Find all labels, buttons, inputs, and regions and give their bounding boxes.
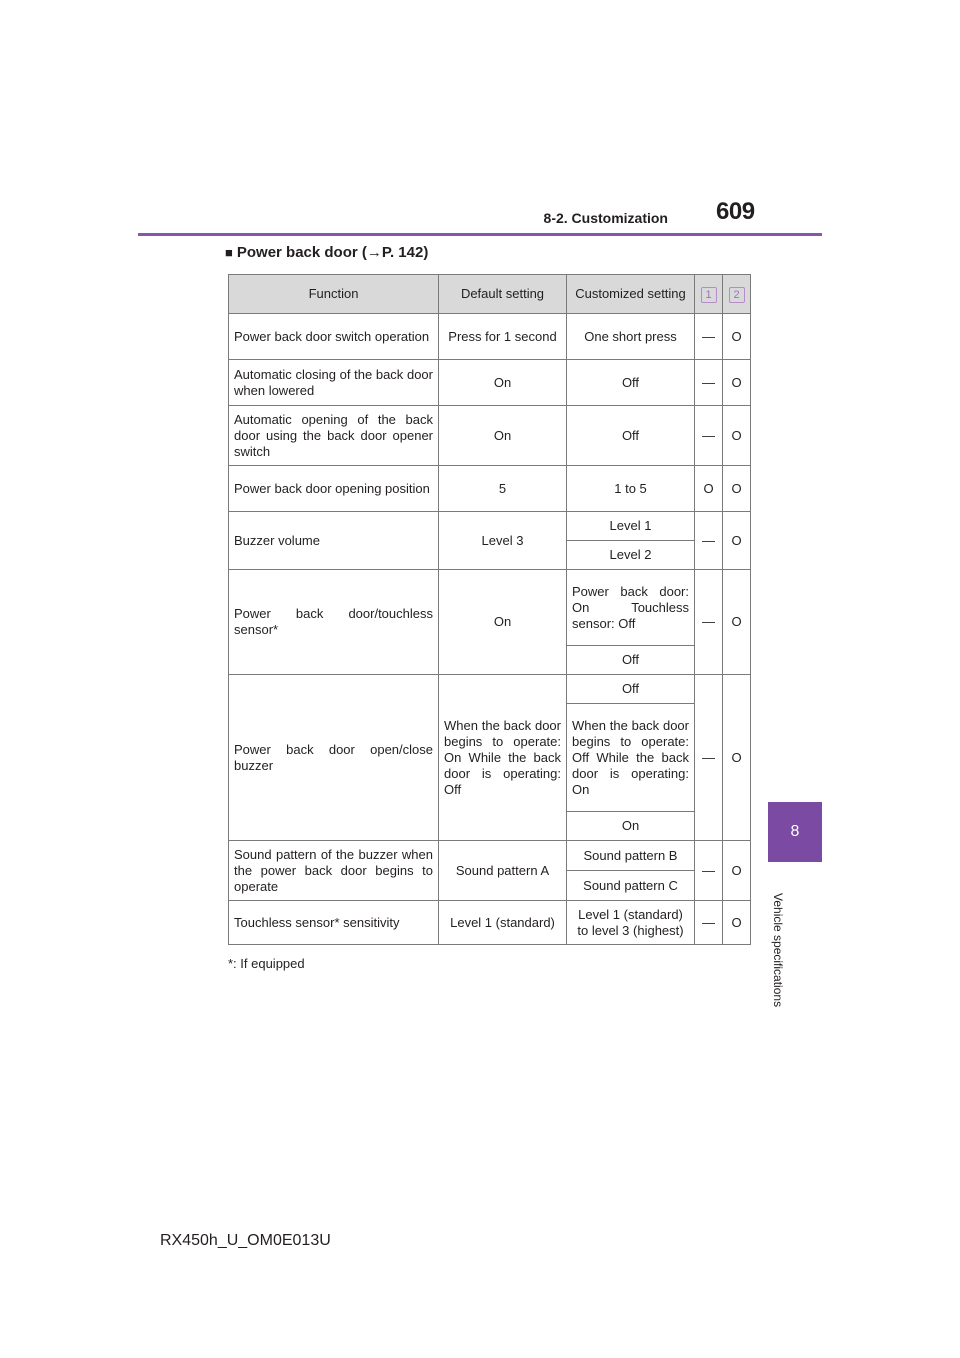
custom-cell: Off (567, 675, 695, 704)
square-bullet-icon: ■ (225, 245, 233, 260)
custom-cell: Off (567, 360, 695, 406)
table-row (229, 675, 751, 704)
default-cell: On (439, 406, 567, 466)
chapter-tab[interactable] (768, 802, 822, 862)
column-header-function: Function (229, 275, 439, 314)
function-cell: Automatic opening of the back door using the back door opener switch (229, 406, 439, 466)
col1-cell: — (695, 406, 723, 466)
col2-cell: O (723, 512, 751, 570)
table-row (229, 314, 751, 360)
chapter-number: 8 (790, 823, 800, 840)
custom-cell: One short press (567, 314, 695, 360)
col2-cell: O (723, 314, 751, 360)
function-cell: Power back door/touchless sensor* (229, 570, 439, 675)
chapter-label: Vehicle specifications (771, 892, 785, 1008)
table-row (229, 512, 751, 541)
default-cell: On (439, 360, 567, 406)
function-cell: Power back door opening position (229, 466, 439, 512)
table-row (229, 466, 751, 512)
default-cell: Level 3 (439, 512, 567, 570)
custom-cell: Off (567, 646, 695, 675)
custom-cell: Sound pattern C (567, 871, 695, 901)
section-heading (225, 244, 428, 261)
col2-cell: O (723, 466, 751, 512)
page-number: 609 (716, 198, 755, 225)
custom-cell: Off (567, 406, 695, 466)
custom-cell: 1 to 5 (567, 466, 695, 512)
col1-cell: O (695, 466, 723, 512)
col1-cell: — (695, 360, 723, 406)
section-title: 8-2. Customization (543, 210, 668, 226)
col2-cell: O (723, 360, 751, 406)
custom-cell: Power back door: On Touchless sensor: Off (567, 570, 695, 646)
custom-cell: Level 2 (567, 541, 695, 570)
number-1-icon: 1 (701, 287, 717, 303)
footnote: *: If equipped (228, 956, 305, 971)
custom-cell: Level 1 (standard) to level 3 (highest) (567, 901, 695, 945)
column-header-2 (723, 275, 751, 314)
table-row (229, 406, 751, 466)
custom-cell: Level 1 (567, 512, 695, 541)
function-cell: Power back door open/close buzzer (229, 675, 439, 841)
col1-cell: — (695, 901, 723, 945)
custom-cell: Sound pattern B (567, 841, 695, 871)
default-cell: On (439, 570, 567, 675)
col1-cell: — (695, 570, 723, 675)
custom-cell: On (567, 812, 695, 841)
table-row (229, 570, 751, 646)
function-cell: Buzzer volume (229, 512, 439, 570)
custom-cell: When the back door begins to operate: Off While the back door is operating: On (567, 704, 695, 812)
col2-cell: O (723, 675, 751, 841)
table-header-row (229, 275, 751, 314)
section-heading-text: Power back door (→P. 142) (236, 244, 429, 261)
function-cell: Touchless sensor* sensitivity (229, 901, 439, 945)
col1-cell: — (695, 841, 723, 901)
column-header-1 (695, 275, 723, 314)
header-divider (138, 233, 822, 236)
col2-cell: O (723, 841, 751, 901)
table-row (229, 901, 751, 945)
function-cell: Sound pattern of the buzzer when the power back door begins to operate (229, 841, 439, 901)
table-row (229, 841, 751, 871)
default-cell: When the back door begins to operate: On While the back door is operating: Off (439, 675, 567, 841)
default-cell: Press for 1 second (439, 314, 567, 360)
col1-cell: — (695, 512, 723, 570)
col2-cell: O (723, 901, 751, 945)
default-cell: 5 (439, 466, 567, 512)
number-2-icon: 2 (729, 287, 745, 303)
function-cell: Power back door switch operation (229, 314, 439, 360)
model-code: RX450h_U_OM0E013U (160, 1232, 331, 1249)
col1-cell: — (695, 314, 723, 360)
col2-cell: O (723, 406, 751, 466)
default-cell: Sound pattern A (439, 841, 567, 901)
settings-table (228, 274, 751, 945)
col1-cell: — (695, 675, 723, 841)
column-header-custom: Customized setting (567, 275, 695, 314)
table-row (229, 360, 751, 406)
default-cell: Level 1 (standard) (439, 901, 567, 945)
column-header-default: Default setting (439, 275, 567, 314)
function-cell: Automatic closing of the back door when lowered (229, 360, 439, 406)
col2-cell: O (723, 570, 751, 675)
